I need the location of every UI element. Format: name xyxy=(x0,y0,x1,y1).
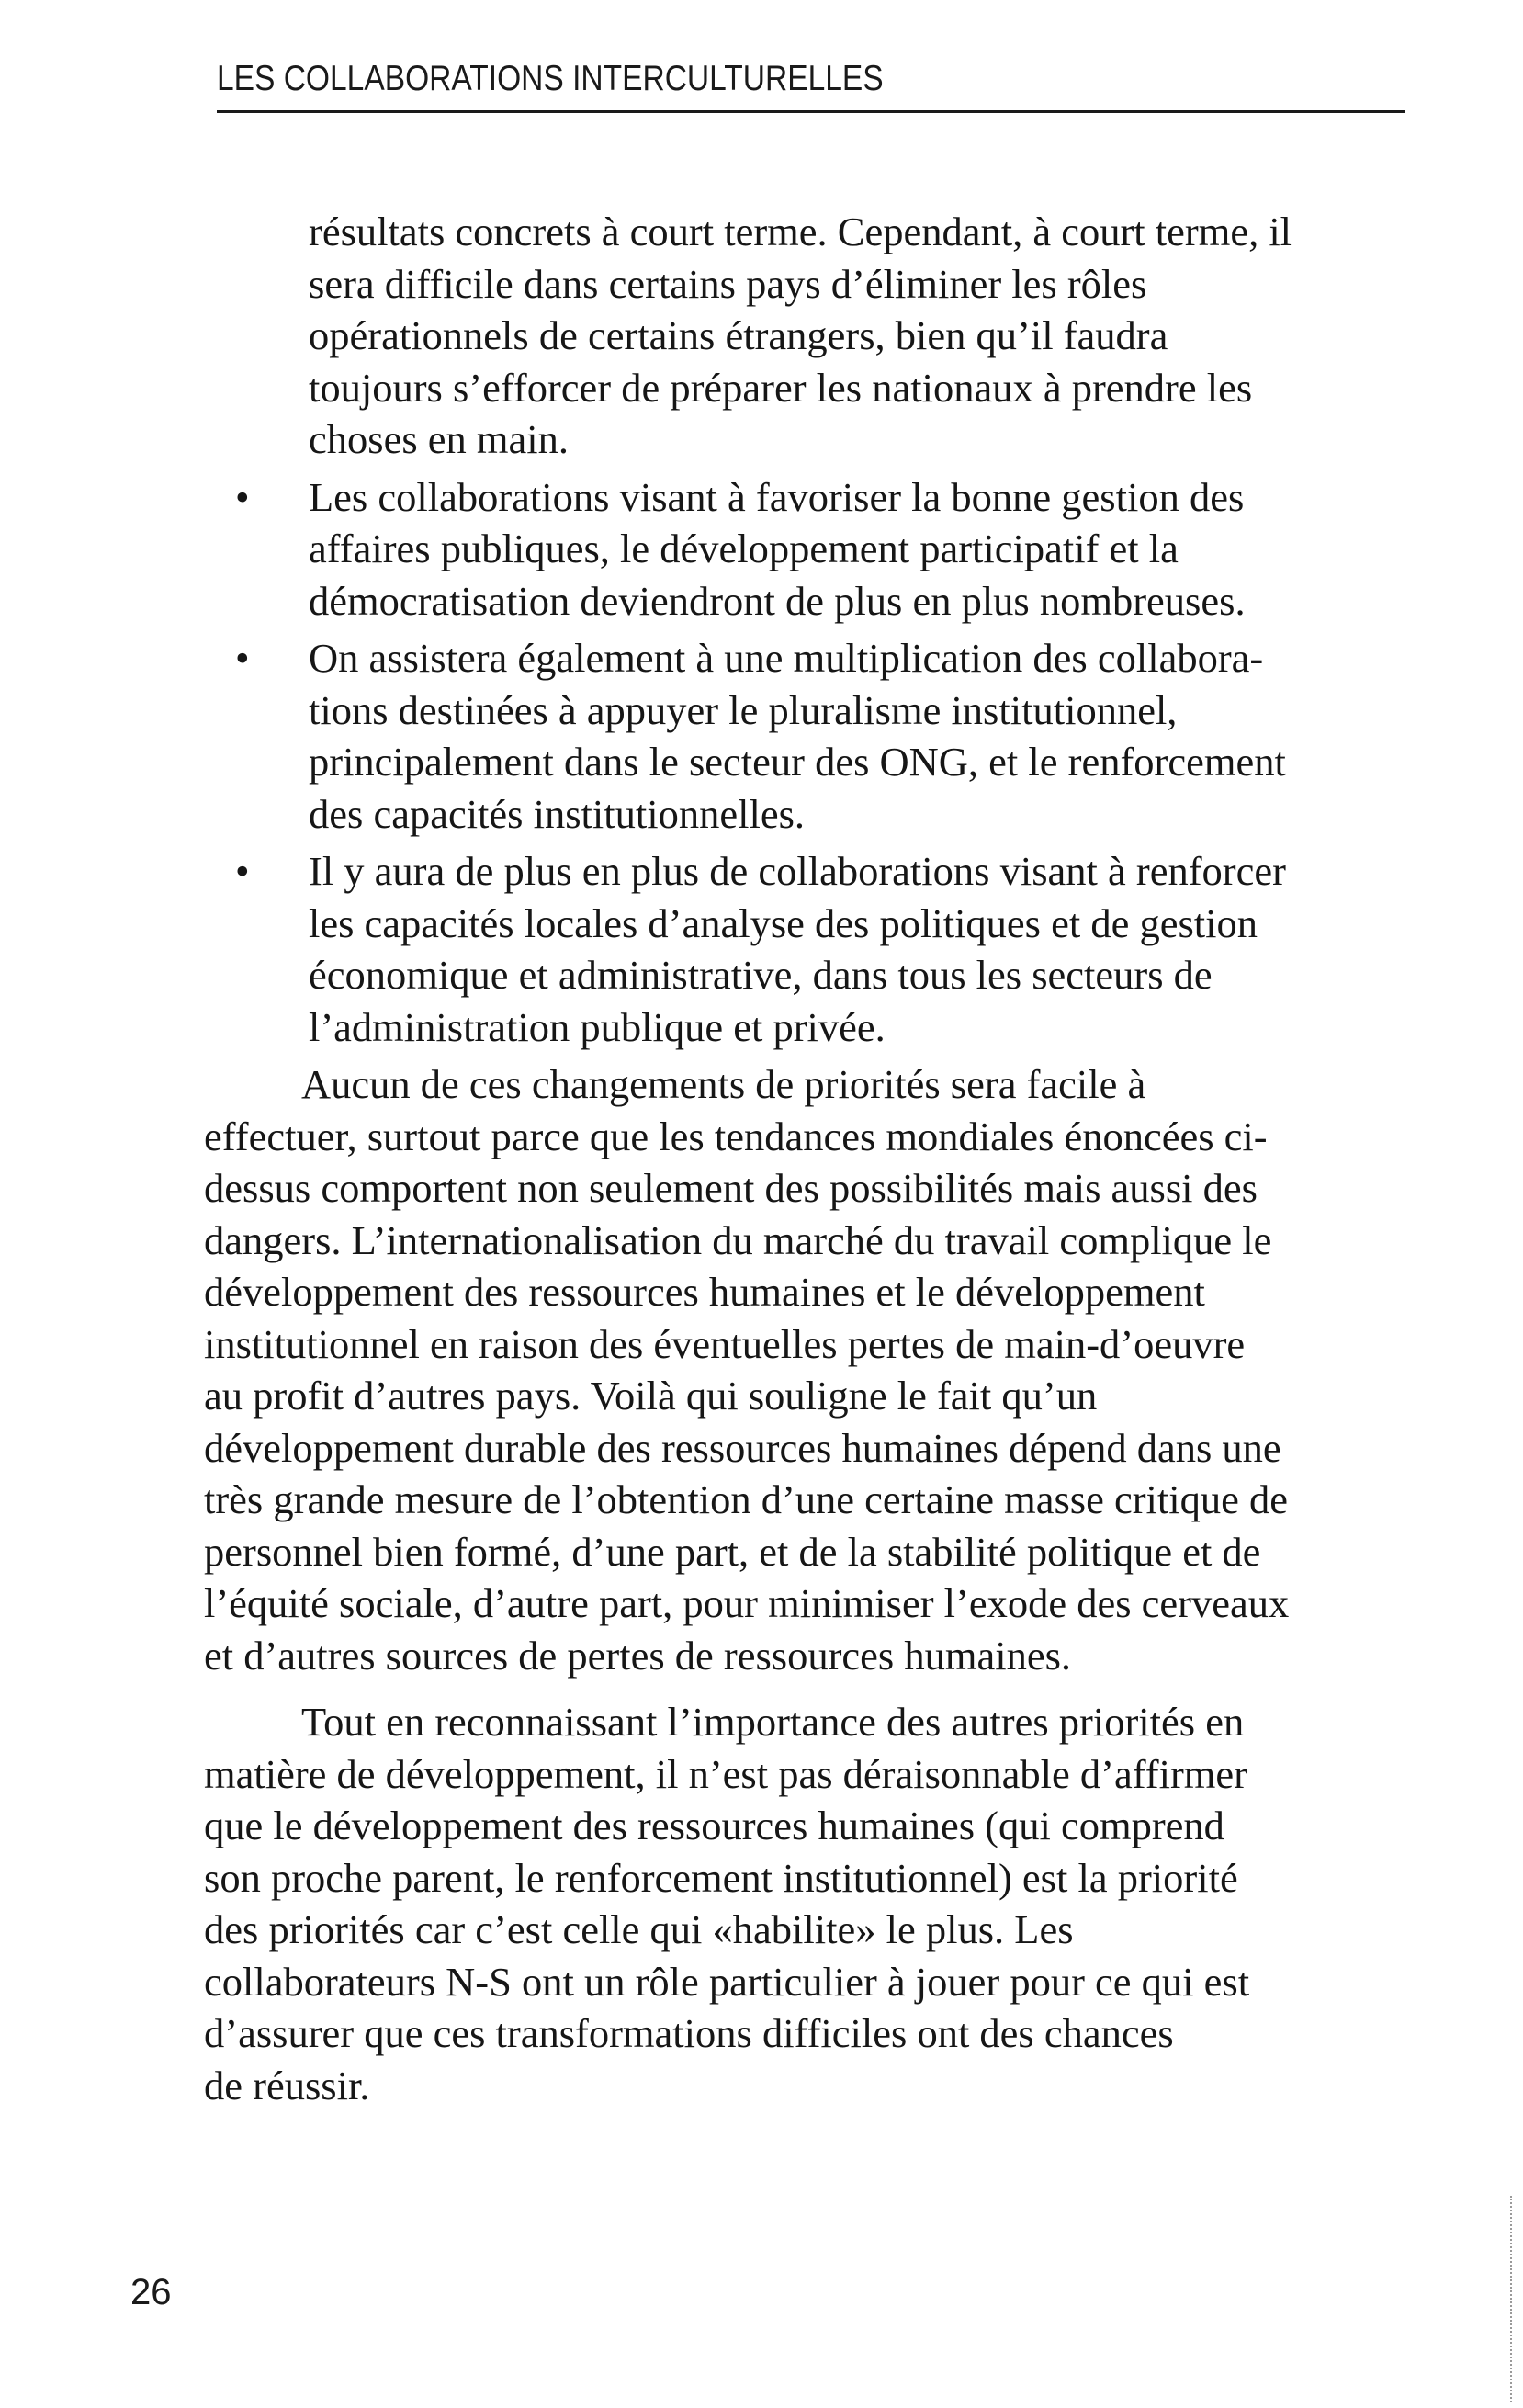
page-number: 26 xyxy=(130,2272,172,2312)
bullet-symbol: • xyxy=(235,635,250,681)
text-line: On assistera également à une multiplication des collabora- xyxy=(309,635,1264,681)
text-line: au profit d’autres pays. Voilà qui souligne le fait qu’un xyxy=(204,1373,1098,1419)
running-header xyxy=(217,55,1405,113)
text-line: développement durable des ressources humaines dépend dans une xyxy=(204,1424,1281,1471)
body-paragraph xyxy=(204,1058,1416,1681)
text-line: l’administration publique et privée. xyxy=(309,1003,886,1050)
text-line: personnel bien formé, d’une part, et de la stabilité politique et de xyxy=(204,1528,1261,1575)
text-line: Aucun de ces changements de priorités sera facile à xyxy=(301,1061,1146,1107)
text-body xyxy=(204,206,1416,2111)
text-line: dessus comportent non seulement des possibilités mais aussi des xyxy=(204,1165,1258,1211)
text-line: économique et administrative, dans tous les secteurs de xyxy=(309,952,1213,998)
text-line: principalement dans le secteur des ONG, et le renforcement xyxy=(309,739,1286,785)
scan-edge-mark xyxy=(1510,2196,1514,2402)
bullet-symbol: • xyxy=(235,473,250,520)
text-line: démocratisation deviendront de plus en plus nombreuses. xyxy=(309,577,1246,624)
text-line: affaires publiques, le développement participatif et la xyxy=(309,526,1179,571)
text-line: de réussir. xyxy=(204,2062,370,2108)
running-title: LES COLLABORATIONS INTERCULTURELLES xyxy=(217,59,884,98)
text-line: des priorités car c’est celle qui «habilite» le plus. Les xyxy=(204,1906,1074,1952)
text-line: l’équité sociale, d’autre part, pour minimiser l’exode des cerveaux xyxy=(204,1580,1290,1626)
text-line: résultats concrets à court terme. Cependant, à court terme, il xyxy=(309,209,1292,254)
text-line: son proche parent, le renforcement institutionnel) est la priorité xyxy=(204,1854,1238,1901)
bullet-symbol: • xyxy=(235,848,250,894)
bullet-item xyxy=(204,632,1416,840)
text-line: choses en main. xyxy=(309,416,569,462)
text-line: tions destinées à appuyer le pluralisme institutionnel, xyxy=(309,686,1178,733)
continuation-paragraph xyxy=(204,206,1416,466)
text-line: Tout en reconnaissant l’importance des autres priorités en xyxy=(301,1699,1245,1745)
text-line: dangers. L’internationalisation du marché du travail complique le xyxy=(204,1216,1272,1263)
text-line: très grande mesure de l’obtention d’une certaine masse critique de xyxy=(204,1476,1289,1522)
text-line: collaborateurs N-S ont un rôle particulier à jouer pour ce qui est xyxy=(204,1958,1250,2005)
body-paragraph xyxy=(204,1696,1416,2111)
bullet-item xyxy=(204,845,1416,1053)
text-line: effectuer, surtout parce que les tendances mondiales énoncées ci- xyxy=(204,1113,1268,1159)
text-line: que le développement des ressources humaines (qui comprend xyxy=(204,1803,1224,1848)
text-line: toujours s’efforcer de préparer les nationaux à prendre les xyxy=(309,364,1253,411)
text-line: Les collaborations visant à favoriser la bonne gestion des xyxy=(309,473,1245,520)
text-line: d’assurer que ces transformations difficiles ont des chances xyxy=(204,2010,1174,2056)
text-line: sera difficile dans certains pays d’éliminer les rôles xyxy=(309,260,1147,307)
text-line: des capacités institutionnelles. xyxy=(309,790,806,837)
text-line: institutionnel en raison des éventuelles pertes de main-d’oeuvre xyxy=(204,1320,1246,1367)
bullet-item xyxy=(204,471,1416,627)
text-line: matière de développement, il n’est pas déraisonnable d’affirmer xyxy=(204,1750,1247,1797)
text-line: Il y aura de plus en plus de collaborations visant à renforcer xyxy=(309,848,1286,894)
text-line: et d’autres sources de pertes de ressources humaines. xyxy=(204,1632,1072,1679)
text-line: opérationnels de certains étrangers, bien qu’il faudra xyxy=(309,312,1168,358)
text-line: les capacités locales d’analyse des politiques et de gestion xyxy=(309,899,1258,946)
text-line: développement des ressources humaines et le développement xyxy=(204,1269,1205,1315)
